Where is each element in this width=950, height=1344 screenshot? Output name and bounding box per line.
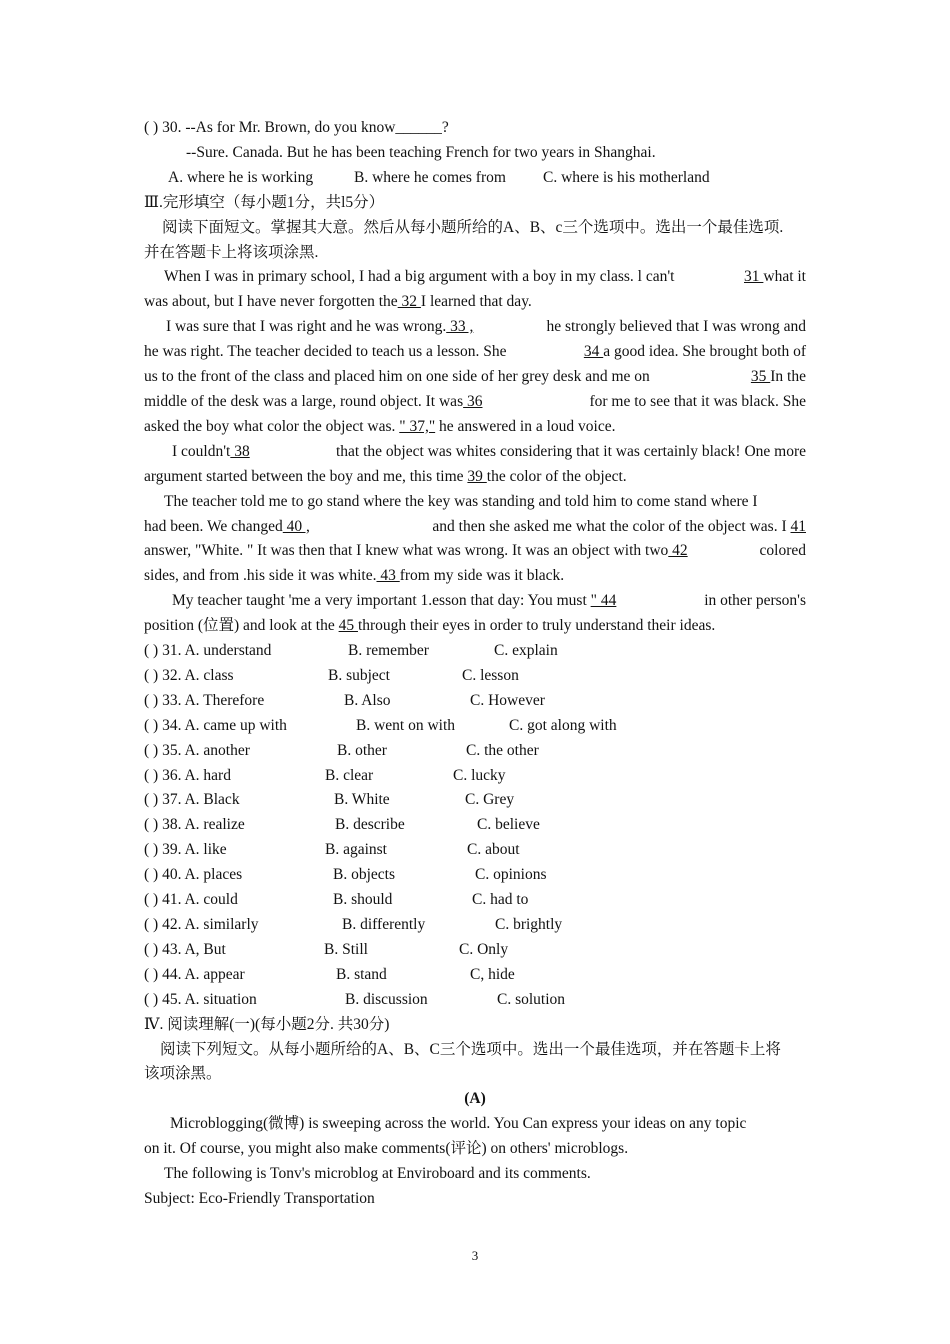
option-row-42 (144, 913, 806, 938)
option-c: C. lesson (462, 666, 519, 684)
option-row-39 (144, 838, 806, 863)
passage-line (144, 290, 806, 315)
section4-instruction: 阅读下列短文。从每小题所给的A、B、C三个选项中。选出一个最佳选项，并在答题卡上将 (160, 1040, 781, 1058)
passage-text: My teacher taught 'me a very important 1.esson that day: You must (172, 592, 591, 610)
blank-35: 35 (750, 368, 771, 386)
passage-text: in other person's (704, 592, 806, 610)
cloze-options (144, 639, 806, 1013)
option-row-45 (144, 988, 806, 1013)
option-c: C. believe (477, 816, 540, 834)
option-row-41 (144, 888, 806, 913)
passage-text: I couldn't (172, 442, 231, 460)
passage-line (144, 340, 806, 365)
exam-page (144, 116, 806, 1212)
option-a: ( ) 41. A. could (144, 891, 238, 909)
option-c: C, hide (470, 965, 515, 983)
passage-text: us to the front of the class and placed him on one side of her grey desk and me on (144, 368, 650, 386)
blank-42: 42 (668, 542, 688, 560)
option-c: C. However (470, 691, 545, 709)
passage-line (144, 564, 806, 589)
passage-text: what it (763, 268, 806, 286)
option-c: C. brightly (495, 916, 563, 933)
blank-38: 38 (230, 442, 250, 460)
option-a: ( ) 31. A. understand (144, 642, 272, 660)
passage-text: through their eyes in order to truly understand their ideas. (357, 617, 716, 635)
section3-instruction-cont: 并在答题卡上将该项涂黑. (144, 243, 319, 261)
blank-37: " 37," (399, 417, 436, 435)
passage-line (144, 440, 806, 465)
option-a: ( ) 32. A. class (144, 666, 234, 684)
option-row-36 (144, 764, 806, 789)
passage-line (144, 539, 806, 564)
option-a: ( ) 37. A. Black (144, 791, 240, 809)
blank-32: 32 (397, 293, 421, 311)
passage-line (144, 265, 806, 290)
passage-text: a good idea. She brought both of (603, 343, 806, 361)
option-a: ( ) 45. A. situation (144, 990, 257, 1008)
section4-heading: Ⅳ. 阅读理解(一)(每小题2分. 共30分) (144, 1015, 390, 1033)
passage-text: he strongly believed that I was wrong and (546, 318, 806, 336)
passage-line (144, 390, 806, 415)
passage-text: The teacher told me to go stand where the key was standing and told him to come stand where I (164, 492, 758, 510)
q30-stem: ( ) 30. --As for Mr. Brown, do you know______? (144, 119, 449, 136)
option-c: C. had to (472, 891, 529, 909)
passage-text: he answered in a loud voice. (435, 417, 616, 435)
blank-34: 34 (583, 343, 604, 361)
option-a: ( ) 34. A. came up with (144, 716, 287, 734)
page-number: 3 (471, 1248, 479, 1263)
passage-text: asked the boy what color the object was. (144, 417, 400, 435)
option-b: B. stand (336, 965, 387, 983)
passage-line (144, 465, 806, 490)
option-b: B. should (333, 891, 393, 909)
option-a: ( ) 39. A. like (144, 841, 227, 859)
option-b: B. Also (344, 691, 391, 709)
option-b: B. White (334, 791, 390, 809)
passage-text: I learned that day. (420, 293, 532, 311)
blank-43: 43 (376, 567, 400, 585)
passage-line (144, 365, 806, 390)
passage-text: argument started between the boy and me, this time (144, 467, 468, 485)
passage-line: The following is Tonv's microblog at Enviroboard and its comments. (164, 1165, 591, 1183)
option-row-35 (144, 739, 806, 764)
passage-text: the color of the object. (486, 467, 627, 485)
option-b: B. subject (328, 666, 390, 684)
passage-line (144, 589, 806, 614)
option-row-32 (144, 664, 806, 689)
option-a: ( ) 42. A. similarly (144, 916, 259, 933)
passage-text: answer, "White. " It was then that I knew what was wrong. It was an object with two (144, 542, 669, 560)
passage-text: middle of the desk was a large, round object. It was (144, 392, 464, 410)
blank-36: 36 (463, 392, 483, 410)
passage-text: colored (759, 542, 806, 560)
option-b: B. other (337, 741, 387, 759)
blank-40: 40 , (282, 517, 310, 535)
q30-options (144, 166, 806, 191)
passage-text: he was right. The teacher decided to teach us a lesson. She (144, 343, 507, 361)
cloze-passage (144, 265, 806, 639)
blank-39: 39 (467, 467, 487, 485)
passage-text: had been. We changed (144, 517, 283, 535)
passage-line (144, 415, 806, 440)
option-b: B. objects (333, 866, 395, 884)
option-b: B. remember (348, 642, 429, 660)
option-row-40 (144, 863, 806, 888)
blank-31: 31 (744, 268, 764, 286)
option-b: B. went on with (356, 716, 456, 734)
passage-line (144, 315, 806, 340)
section3-instruction: 阅读下面短文。掌握其大意。然后从每小题所给的A、B、c三个选项中。选出一个最佳选项. (162, 218, 784, 236)
option-b: B. against (325, 841, 387, 859)
q30-option-a: A. where he is working (168, 168, 314, 186)
passage-text: I was sure that I was right and he was wrong. (166, 318, 447, 336)
option-c: C. Grey (465, 791, 515, 809)
option-c: C. solution (497, 990, 566, 1008)
q30-option-c: C. where is his motherland (543, 168, 710, 186)
option-row-38 (144, 813, 806, 838)
passage-text: When I was in primary school, I had a big argument with a boy in my class. l can't (164, 268, 675, 286)
passage-text: from my side was it black. (399, 567, 565, 585)
option-a: ( ) 35. A. another (144, 741, 250, 759)
option-b: B. differently (342, 916, 426, 933)
option-b: B. discussion (345, 990, 428, 1008)
passage-text: In the (770, 368, 806, 386)
passage-text: Microblogging(微博) is sweeping across the world. You Can express your ideas on any topic (170, 1115, 747, 1133)
option-c: C. lucky (453, 766, 506, 784)
passage-text: position (位置) and look at the (144, 617, 339, 635)
option-b: B. describe (335, 816, 405, 834)
option-row-33 (144, 689, 806, 714)
passage-line (144, 515, 806, 540)
option-a: ( ) 38. A. realize (144, 816, 245, 834)
passage-line (144, 614, 806, 639)
option-c: C. opinions (475, 866, 547, 884)
passage-text: and then she asked me what the color of the object was. I (432, 517, 791, 535)
option-row-44 (144, 963, 806, 988)
option-a: ( ) 40. A. places (144, 866, 243, 884)
option-c: C. Only (459, 940, 509, 958)
passage-line (144, 1112, 806, 1137)
passage-text: that the object was whites considering that it was certainly black! One more (335, 442, 806, 460)
blank-44: " 44 (590, 592, 617, 610)
passage-a-title: (A) (464, 1090, 486, 1108)
passage-line (144, 490, 806, 515)
option-row-37 (144, 788, 806, 813)
subject-line: Subject: Eco-Friendly Transportation (144, 1189, 375, 1207)
blank-45: 45 (338, 617, 358, 635)
option-a: ( ) 43. A, But (144, 940, 226, 958)
q30-option-b: B. where he comes from (354, 168, 506, 186)
option-b: B. Still (324, 940, 368, 958)
option-b: B. clear (325, 766, 374, 784)
option-c: C. got along with (509, 716, 617, 734)
passage-text: was about, but I have never forgotten the (144, 293, 398, 311)
option-a: ( ) 33. A. Therefore (144, 691, 265, 709)
option-c: C. the other (466, 741, 539, 759)
section3-heading: Ⅲ.完形填空（每小题1分，共l5分） (144, 193, 385, 211)
option-c: C. explain (494, 642, 558, 660)
option-row-43 (144, 938, 806, 963)
q30-reply: --Sure. Canada. But he has been teaching French for two years in Shanghai. (186, 143, 656, 161)
blank-41: 41 (790, 517, 806, 535)
option-c: C. about (467, 841, 520, 859)
passage-line: on it. Of course, you might also make comments(评论) on others' microblogs. (144, 1140, 629, 1158)
option-row-31 (144, 639, 806, 664)
blank-33: 33 , (446, 318, 474, 336)
passage-text: for me to see that it was black. She (589, 392, 806, 410)
option-row-34 (144, 714, 806, 739)
option-a: ( ) 36. A. hard (144, 766, 231, 784)
option-a: ( ) 44. A. appear (144, 965, 245, 983)
section4-instruction-cont: 该项涂黑。 (144, 1065, 222, 1083)
passage-text: sides, and from .his side it was white. (144, 567, 377, 585)
